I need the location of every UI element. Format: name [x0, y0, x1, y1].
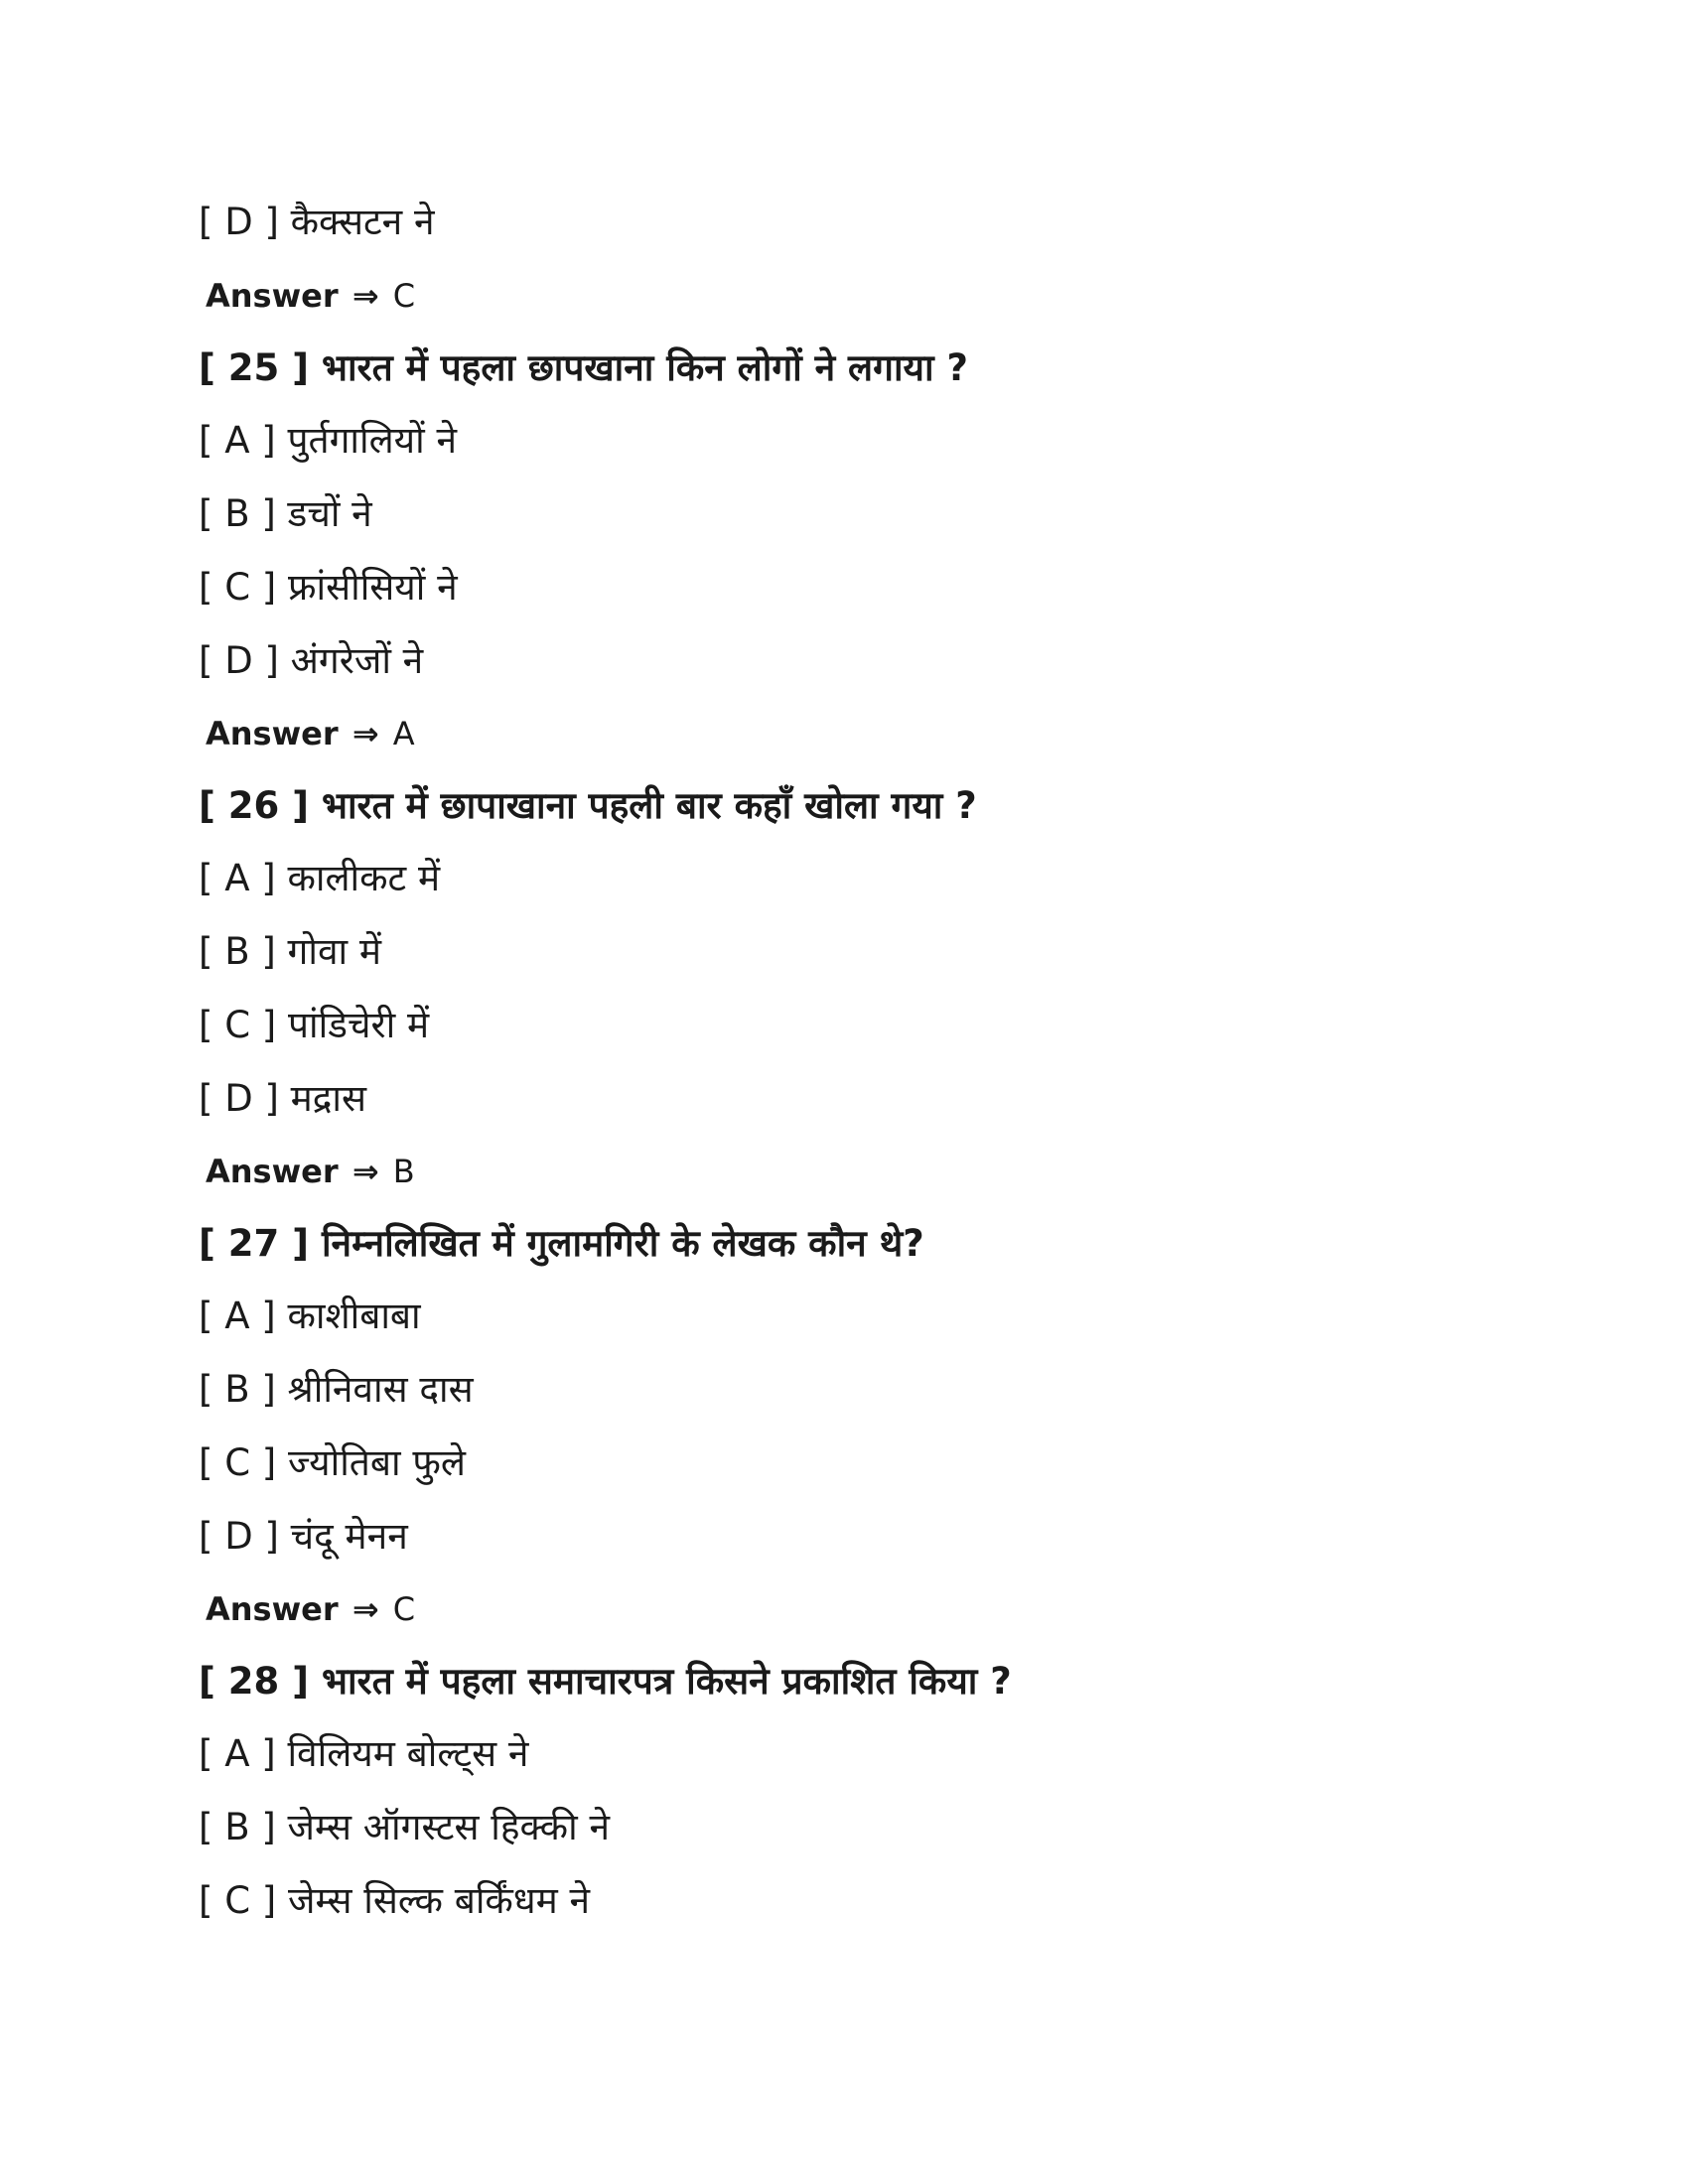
answer-value: C — [392, 1590, 416, 1628]
option-line: [ C ] फ्रांसीसियों ने — [199, 566, 458, 609]
answer-label: Answer — [206, 1153, 339, 1190]
answer-label: Answer — [206, 277, 339, 315]
option-line: [ C ] जेम्स सिल्क बर्किंधम ने — [199, 1879, 591, 1922]
option-line: [ D ] कैक्सटन ने — [199, 201, 435, 243]
option-line: [ B ] जेम्स ऑगस्टस हिक्की ने — [199, 1806, 610, 1848]
right-arrow-icon: ⇒ — [352, 1153, 379, 1190]
answer-value: C — [392, 277, 416, 315]
question-line: [ 25 ] भारत में पहला छापखाना किन लोगों ने लगाया ? — [199, 346, 968, 389]
option-line: [ D ] अंगरेजों ने — [199, 639, 424, 682]
option-line: [ B ] गोवा में — [199, 930, 381, 973]
answer-line — [206, 715, 415, 752]
option-line: [ C ] पांडिचेरी में — [199, 1004, 430, 1046]
option-line: [ B ] श्रीनिवास दास — [199, 1368, 474, 1411]
answer-label: Answer — [206, 1590, 339, 1628]
option-line: [ D ] चंदू मेनन — [199, 1515, 408, 1558]
answer-line — [206, 1153, 415, 1190]
option-line: [ C ] ज्योतिबा फुले — [199, 1441, 466, 1484]
option-line: [ D ] मद्रास — [199, 1077, 367, 1120]
answer-value: A — [392, 715, 415, 752]
option-line: [ A ] विलियम बोल्ट्स ने — [199, 1732, 529, 1775]
answer-value: B — [392, 1153, 415, 1190]
right-arrow-icon: ⇒ — [352, 715, 379, 752]
option-line: [ B ] डचों ने — [199, 492, 372, 535]
option-line: [ A ] पुर्तगालियों ने — [199, 419, 457, 462]
option-line: [ A ] कालीकट में — [199, 857, 441, 899]
right-arrow-icon: ⇒ — [352, 1590, 379, 1628]
question-line: [ 27 ] निम्नलिखित में गुलामगिरी के लेखक कौन थे? — [199, 1222, 924, 1265]
option-line: [ A ] काशीबाबा — [199, 1295, 421, 1337]
right-arrow-icon: ⇒ — [352, 277, 379, 315]
answer-label: Answer — [206, 715, 339, 752]
answer-line — [206, 1590, 416, 1628]
question-line: [ 26 ] भारत में छापाखाना पहली बार कहाँ खोला गया ? — [199, 784, 977, 827]
question-line: [ 28 ] भारत में पहला समाचारपत्र किसने प्रकाशित किया ? — [199, 1660, 1012, 1703]
answer-line — [206, 277, 416, 315]
